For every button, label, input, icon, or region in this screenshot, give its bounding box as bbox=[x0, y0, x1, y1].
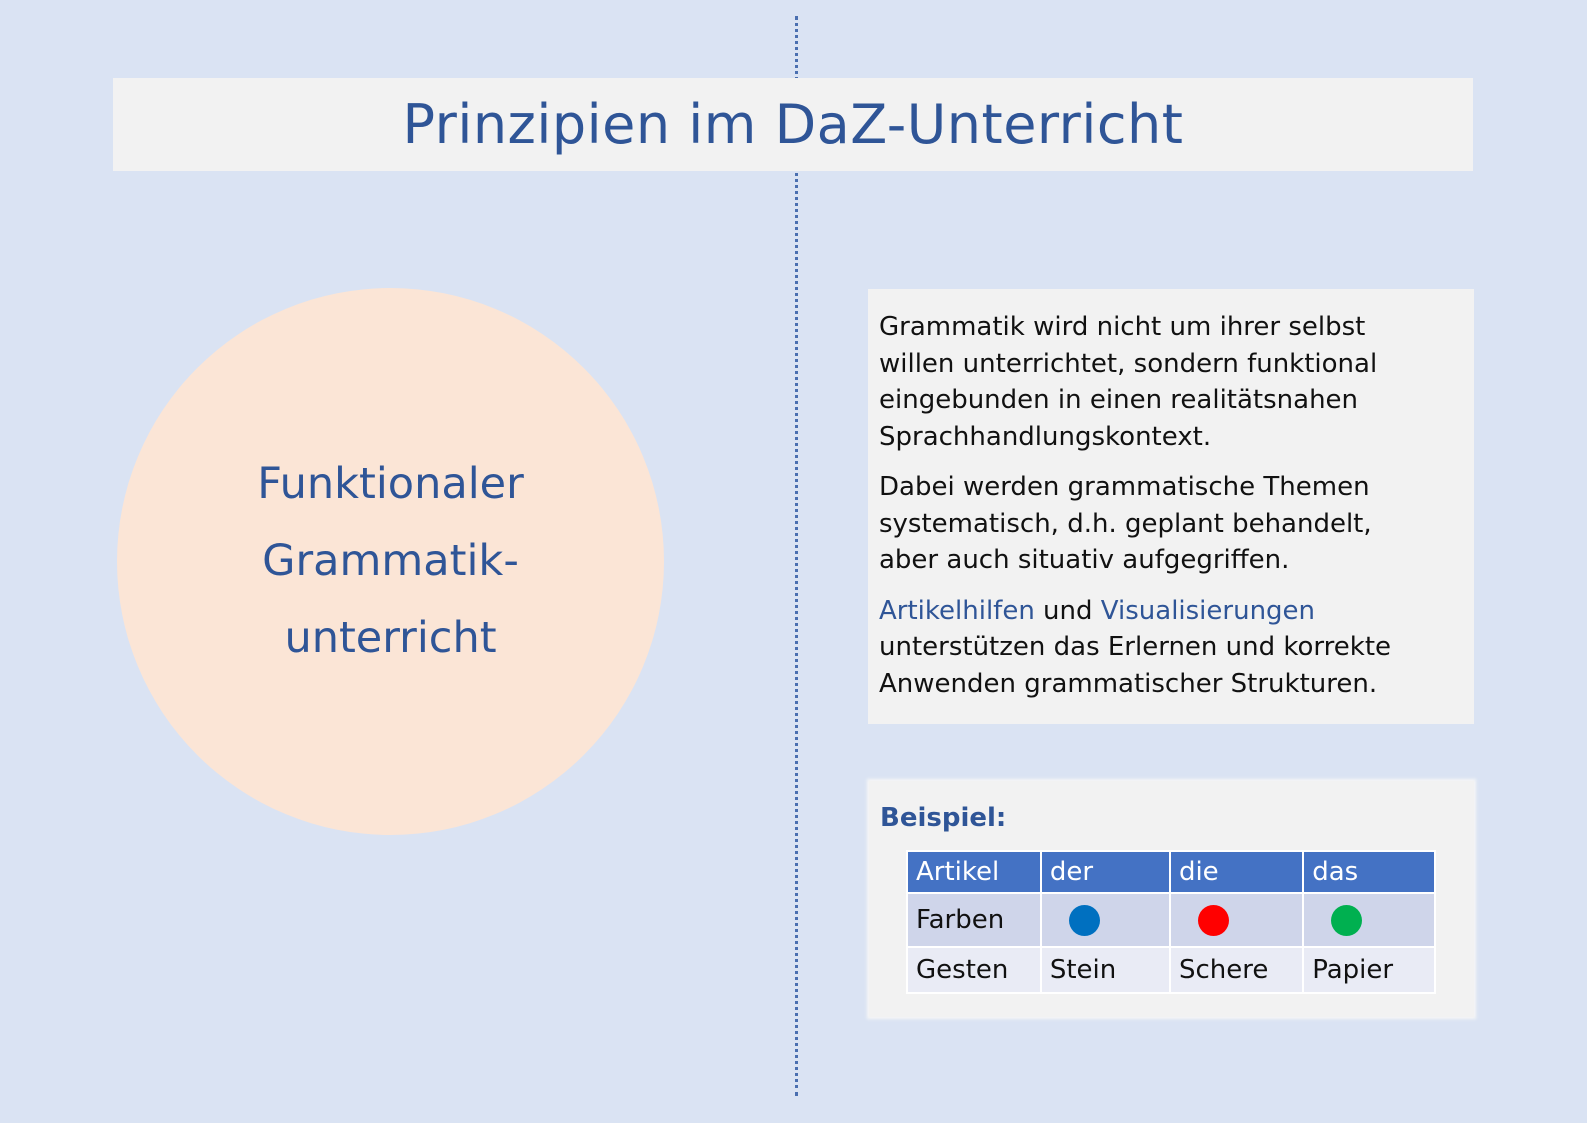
highlight-artikelhilfen: Artikelhilfen bbox=[879, 595, 1035, 626]
paragraph-2 bbox=[879, 469, 1462, 579]
header-cell: der bbox=[1041, 851, 1170, 893]
blue-dot-icon bbox=[1069, 905, 1100, 936]
p3-line-3: Anwenden grammatischer Strukturen. bbox=[879, 668, 1378, 699]
table-cell bbox=[1170, 893, 1303, 947]
row-label: Gesten bbox=[907, 947, 1041, 993]
example-box bbox=[869, 781, 1474, 1017]
header-cell: das bbox=[1303, 851, 1435, 893]
p2-line-3: aber auch situativ aufgegriffen. bbox=[879, 545, 1290, 575]
table-cell bbox=[1041, 893, 1170, 947]
green-dot-icon bbox=[1331, 905, 1362, 936]
table-cell: Stein bbox=[1041, 947, 1170, 993]
p2-line-1: Dabei werden grammatische Themen bbox=[879, 472, 1370, 502]
header-cell: Artikel bbox=[907, 851, 1041, 893]
highlight-visualisierungen: Visualisierungen bbox=[1100, 595, 1316, 626]
row-label: Farben bbox=[907, 893, 1041, 947]
p1-line-4: Sprachhandlungskontext. bbox=[879, 421, 1212, 452]
red-dot-icon bbox=[1198, 905, 1229, 936]
table-row-gestures bbox=[907, 947, 1435, 993]
paragraph-3 bbox=[879, 593, 1462, 703]
paragraph-1 bbox=[879, 309, 1462, 455]
article-table bbox=[906, 850, 1436, 994]
p1-line-3: eingebunden in einen realitätsnahen bbox=[879, 385, 1359, 415]
p3-connector: und bbox=[1034, 595, 1101, 626]
p1-line-1: Grammatik wird nicht um ihrer selbst bbox=[879, 312, 1366, 342]
p3-line-2: unterstützen das Erlernen und korrekte bbox=[879, 632, 1392, 662]
title-banner bbox=[113, 78, 1473, 171]
table-cell: Papier bbox=[1303, 947, 1435, 993]
table-cell: Schere bbox=[1170, 947, 1303, 993]
circle-line-3: unterricht bbox=[284, 613, 497, 663]
header-cell: die bbox=[1170, 851, 1303, 893]
p2-line-2: systematisch, d.h. geplant behandelt, bbox=[879, 508, 1372, 539]
example-title: Beispiel: bbox=[880, 803, 1007, 833]
description-box bbox=[868, 289, 1474, 724]
vertical-dotted-divider bbox=[795, 16, 798, 1096]
table-header-row bbox=[907, 851, 1435, 893]
p1-line-2: willen unterrichtet, sondern funktional bbox=[879, 348, 1378, 379]
topic-circle bbox=[117, 288, 664, 835]
circle-line-1: Funktionaler bbox=[257, 459, 524, 509]
slide-title: Prinzipien im DaZ-Unterricht bbox=[402, 93, 1184, 156]
table-row-colors bbox=[907, 893, 1435, 947]
table-cell bbox=[1303, 893, 1435, 947]
circle-line-2: Grammatik- bbox=[262, 536, 519, 586]
